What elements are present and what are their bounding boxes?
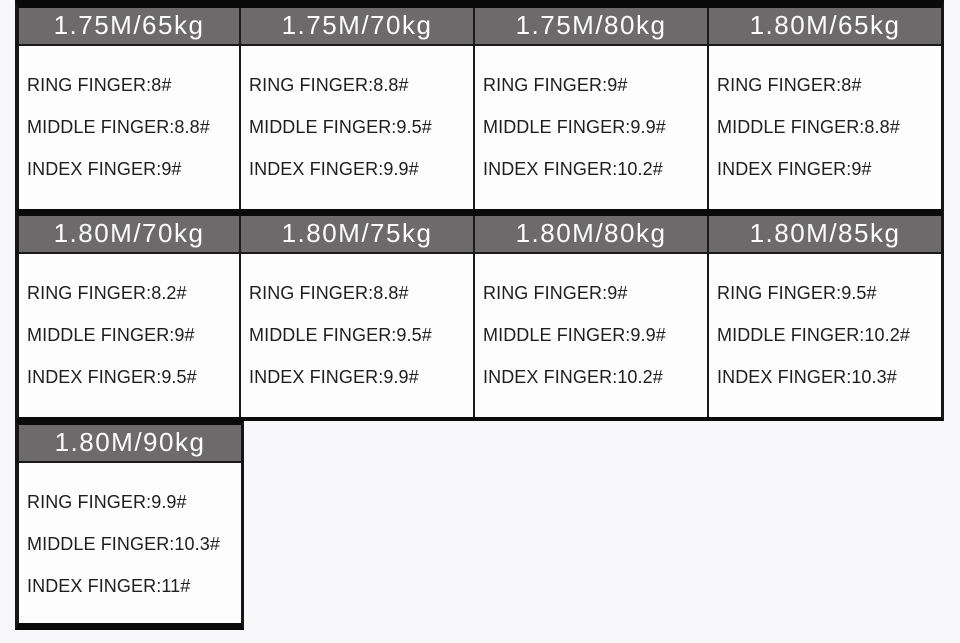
middle-finger-size: MIDDLE FINGER:9.9# (483, 325, 666, 345)
middle-finger-size: MIDDLE FINGER:8.8# (27, 117, 210, 137)
ring-finger-size: RING FINGER:9.9# (27, 492, 187, 512)
size-chart-row-1 (15, 0, 944, 209)
middle-finger-size: MIDDLE FINGER:9.5# (249, 117, 432, 137)
size-spec-card (473, 216, 707, 417)
index-finger-size: INDEX FINGER:9.5# (27, 367, 197, 387)
index-finger-size: INDEX FINGER:9# (27, 159, 182, 179)
middle-finger-size: MIDDLE FINGER:10.3# (27, 534, 220, 554)
size-spec-card (19, 8, 239, 209)
index-finger-size: INDEX FINGER:11# (27, 576, 191, 596)
height-weight-header: 1.80M/85kg (709, 216, 941, 254)
height-weight-header: 1.75M/70kg (241, 8, 473, 46)
size-spec-card (707, 216, 941, 417)
finger-size-list (241, 46, 473, 209)
finger-size-list (475, 46, 707, 209)
height-weight-header: 1.80M/75kg (241, 216, 473, 254)
height-weight-header: 1.80M/90kg (19, 425, 241, 463)
ring-finger-size: RING FINGER:8.8# (249, 283, 409, 303)
ring-finger-size: RING FINGER:8.2# (27, 283, 187, 303)
middle-finger-size: MIDDLE FINGER:9.5# (249, 325, 432, 345)
middle-finger-size: MIDDLE FINGER:9# (27, 325, 195, 345)
ring-finger-size: RING FINGER:9.5# (717, 283, 877, 303)
middle-finger-size: MIDDLE FINGER:9.9# (483, 117, 666, 137)
height-weight-header: 1.75M/80kg (475, 8, 707, 46)
size-spec-card (19, 216, 239, 417)
ring-finger-size: RING FINGER:8# (27, 75, 172, 95)
ring-finger-size: RING FINGER:9# (483, 283, 628, 303)
size-chart-row-2 (15, 209, 944, 421)
size-spec-card (473, 8, 707, 209)
height-weight-header: 1.75M/65kg (19, 8, 239, 46)
finger-size-list (475, 254, 707, 417)
ring-finger-size: RING FINGER:8# (717, 75, 862, 95)
height-weight-header: 1.80M/70kg (19, 216, 239, 254)
ring-size-chart (15, 0, 944, 630)
finger-size-list (241, 254, 473, 417)
index-finger-size: INDEX FINGER:10.3# (717, 367, 897, 387)
size-spec-card (19, 425, 241, 623)
ring-finger-size: RING FINGER:8.8# (249, 75, 409, 95)
index-finger-size: INDEX FINGER:10.2# (483, 159, 663, 179)
middle-finger-size: MIDDLE FINGER:8.8# (717, 117, 900, 137)
middle-finger-size: MIDDLE FINGER:10.2# (717, 325, 910, 345)
index-finger-size: INDEX FINGER:9.9# (249, 367, 419, 387)
height-weight-header: 1.80M/80kg (475, 216, 707, 254)
size-spec-card (707, 8, 941, 209)
size-chart-row-3 (15, 421, 244, 630)
ring-finger-size: RING FINGER:9# (483, 75, 628, 95)
size-spec-card (239, 216, 473, 417)
index-finger-size: INDEX FINGER:9# (717, 159, 872, 179)
finger-size-list (19, 46, 239, 209)
finger-size-list (709, 46, 941, 209)
finger-size-list (19, 254, 239, 417)
finger-size-list (709, 254, 941, 417)
height-weight-header: 1.80M/65kg (709, 8, 941, 46)
index-finger-size: INDEX FINGER:10.2# (483, 367, 663, 387)
index-finger-size: INDEX FINGER:9.9# (249, 159, 419, 179)
size-spec-card (239, 8, 473, 209)
finger-size-list (19, 463, 241, 623)
